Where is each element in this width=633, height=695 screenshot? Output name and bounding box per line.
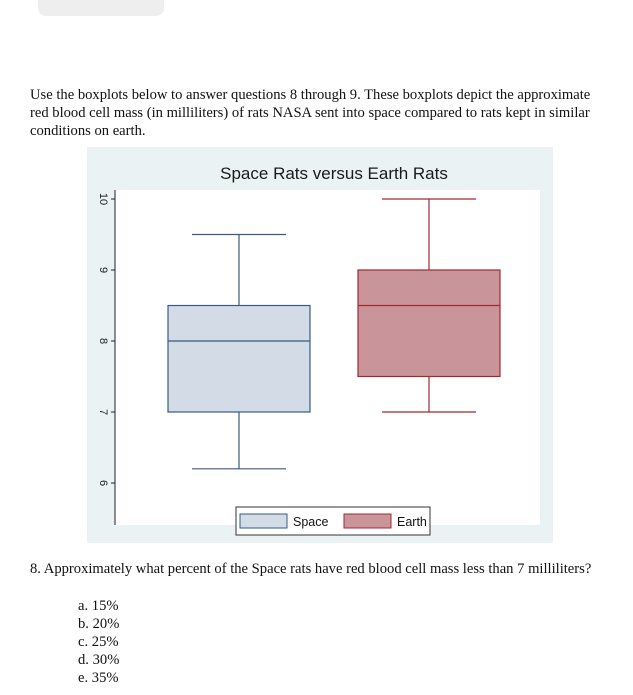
- top-bar-pill: [38, 0, 164, 16]
- earth-legend-label: Earth: [397, 515, 427, 529]
- option-e[interactable]: e. 35%: [78, 670, 119, 686]
- legend: [236, 507, 430, 535]
- question-8: 8. Approximately what percent of the Space rats have red blood cell mass less than 7 milliliters?: [30, 561, 592, 577]
- boxplot-chart: [87, 147, 553, 543]
- y-axis-ticks: [97, 193, 115, 486]
- option-c[interactable]: c. 25%: [78, 634, 119, 650]
- space-legend-label: Space: [293, 515, 329, 529]
- y-tick-label: 10: [97, 192, 110, 206]
- y-tick-label: 7: [97, 408, 110, 416]
- y-tick-label: 6: [97, 479, 110, 487]
- space-box: [168, 306, 310, 413]
- answer-options: [78, 597, 119, 687]
- space-legend-swatch: [240, 514, 287, 528]
- option-a[interactable]: a. 15%: [78, 598, 119, 614]
- boxplot-figure: [87, 147, 553, 543]
- option-d[interactable]: d. 30%: [78, 652, 120, 668]
- earth-legend-swatch: [344, 514, 391, 528]
- y-tick-label: 9: [97, 266, 110, 274]
- earth-box: [358, 270, 500, 377]
- y-tick-label: 8: [97, 337, 110, 345]
- chart-title: Space Rats versus Earth Rats: [220, 164, 448, 183]
- intro-paragraph: Use the boxplots below to answer questions 8 through 9. These boxplots depict the approximate red blood cell mass (in milliliters) of rats NASA sent into space compared to rats kept in similar conditions on earth.: [30, 87, 591, 139]
- option-b[interactable]: b. 20%: [78, 616, 120, 632]
